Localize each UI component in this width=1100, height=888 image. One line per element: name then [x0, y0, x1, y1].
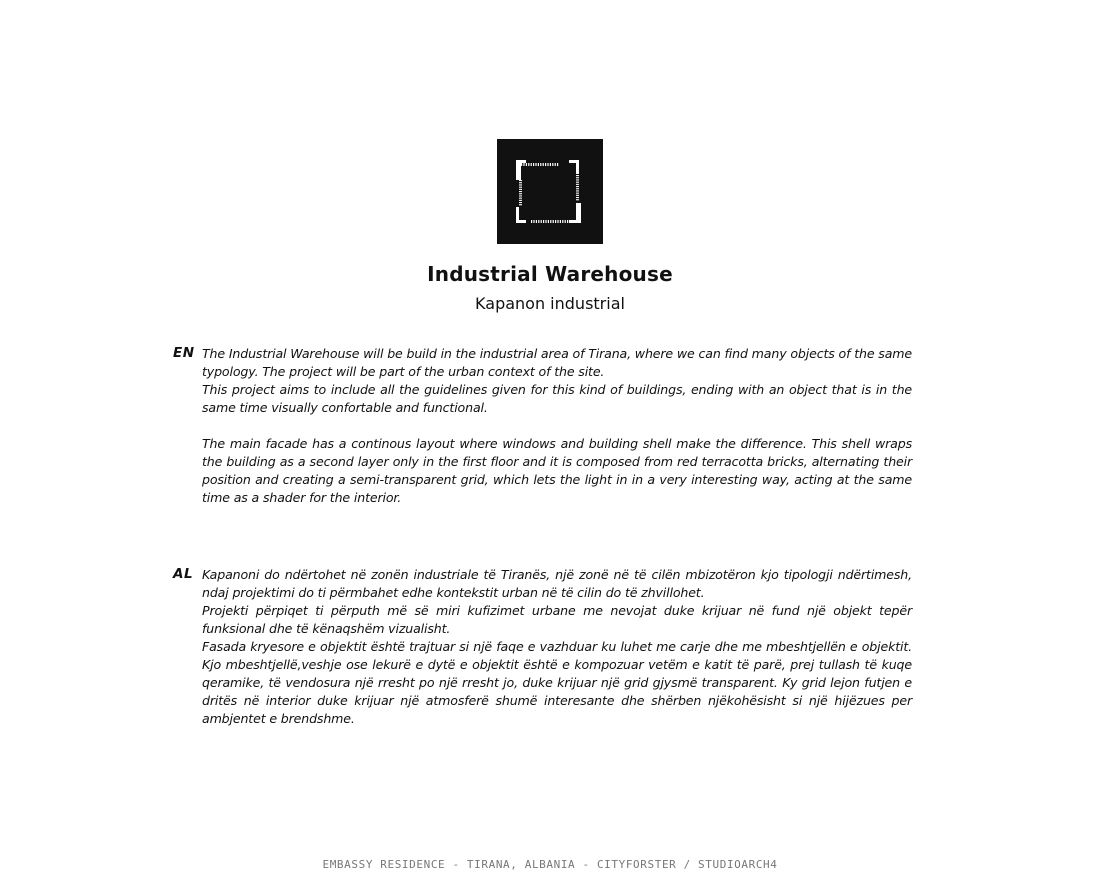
language-tag-al: AL [173, 566, 194, 582]
en-paragraph: The main facade has a continous layout where windows and building shell make the difference. This shell wraps the building as a second layer only in the first floor and it is composed from red terracotta bricks, alternating their position and creating a semi-transparent grid, which lets the light in in a very interesting way, acting at the same time as a shader for the interior. [202, 436, 912, 505]
en-paragraph: The Industrial Warehouse will be build in the industrial area of Tirana, where we can find many objects of the same typology. The project will be part of the urban context of the site. [202, 346, 912, 379]
page-title: Industrial Warehouse [427, 262, 673, 286]
albanian-description [202, 566, 912, 728]
al-paragraph: Kapanoni do ndërtohet në zonën industriale të Tiranës, një zonë në të cilën mbizotëron kjo tipologji ndërtimesh, ndaj projektimi do ti përmbahet edhe kontekstit urban në të cilin do të zhvillohet. [202, 567, 912, 600]
en-paragraph: This project aims to include all the guidelines given for this kind of buildings, ending with an object that is in the same time visually confortable and functional. [202, 382, 912, 415]
page-subtitle: Kapanon industrial [475, 294, 625, 313]
bracket-frame-logo-icon [497, 139, 603, 244]
english-description [202, 345, 912, 507]
logo [497, 139, 603, 244]
al-paragraph: Projekti përpiqet ti përputh më së miri kufizimet urbane me nevojat duke krijuar në fund një objekt tepër funksional dhe të kënaqshëm vizualisht. [202, 603, 912, 636]
language-tag-en: EN [173, 345, 195, 361]
page-footer: EMBASSY RESIDENCE - TIRANA, ALBANIA - CITYFORSTER / STUDIOARCH4 [322, 858, 778, 871]
al-paragraph: Fasada kryesore e objektit është trajtuar si një faqe e vazhduar ku luhet me carje dhe me mbeshtjellën e objektit. Kjo mbeshtjellë,veshje ose lekurë e dytë e objektit është e kompozuar vetëm e katit të parë, prej tullash të kuqe qeramike, të vendosura një rresht po një rresht jo, duke krijuar një grid gjysmë transparent. Ky grid lejon futjen e dritës në interior duke krijuar një atmosferë shumë interesante dhe shërben njëkohësisht si një hijëzues per ambjentet e brendshme. [202, 639, 912, 726]
